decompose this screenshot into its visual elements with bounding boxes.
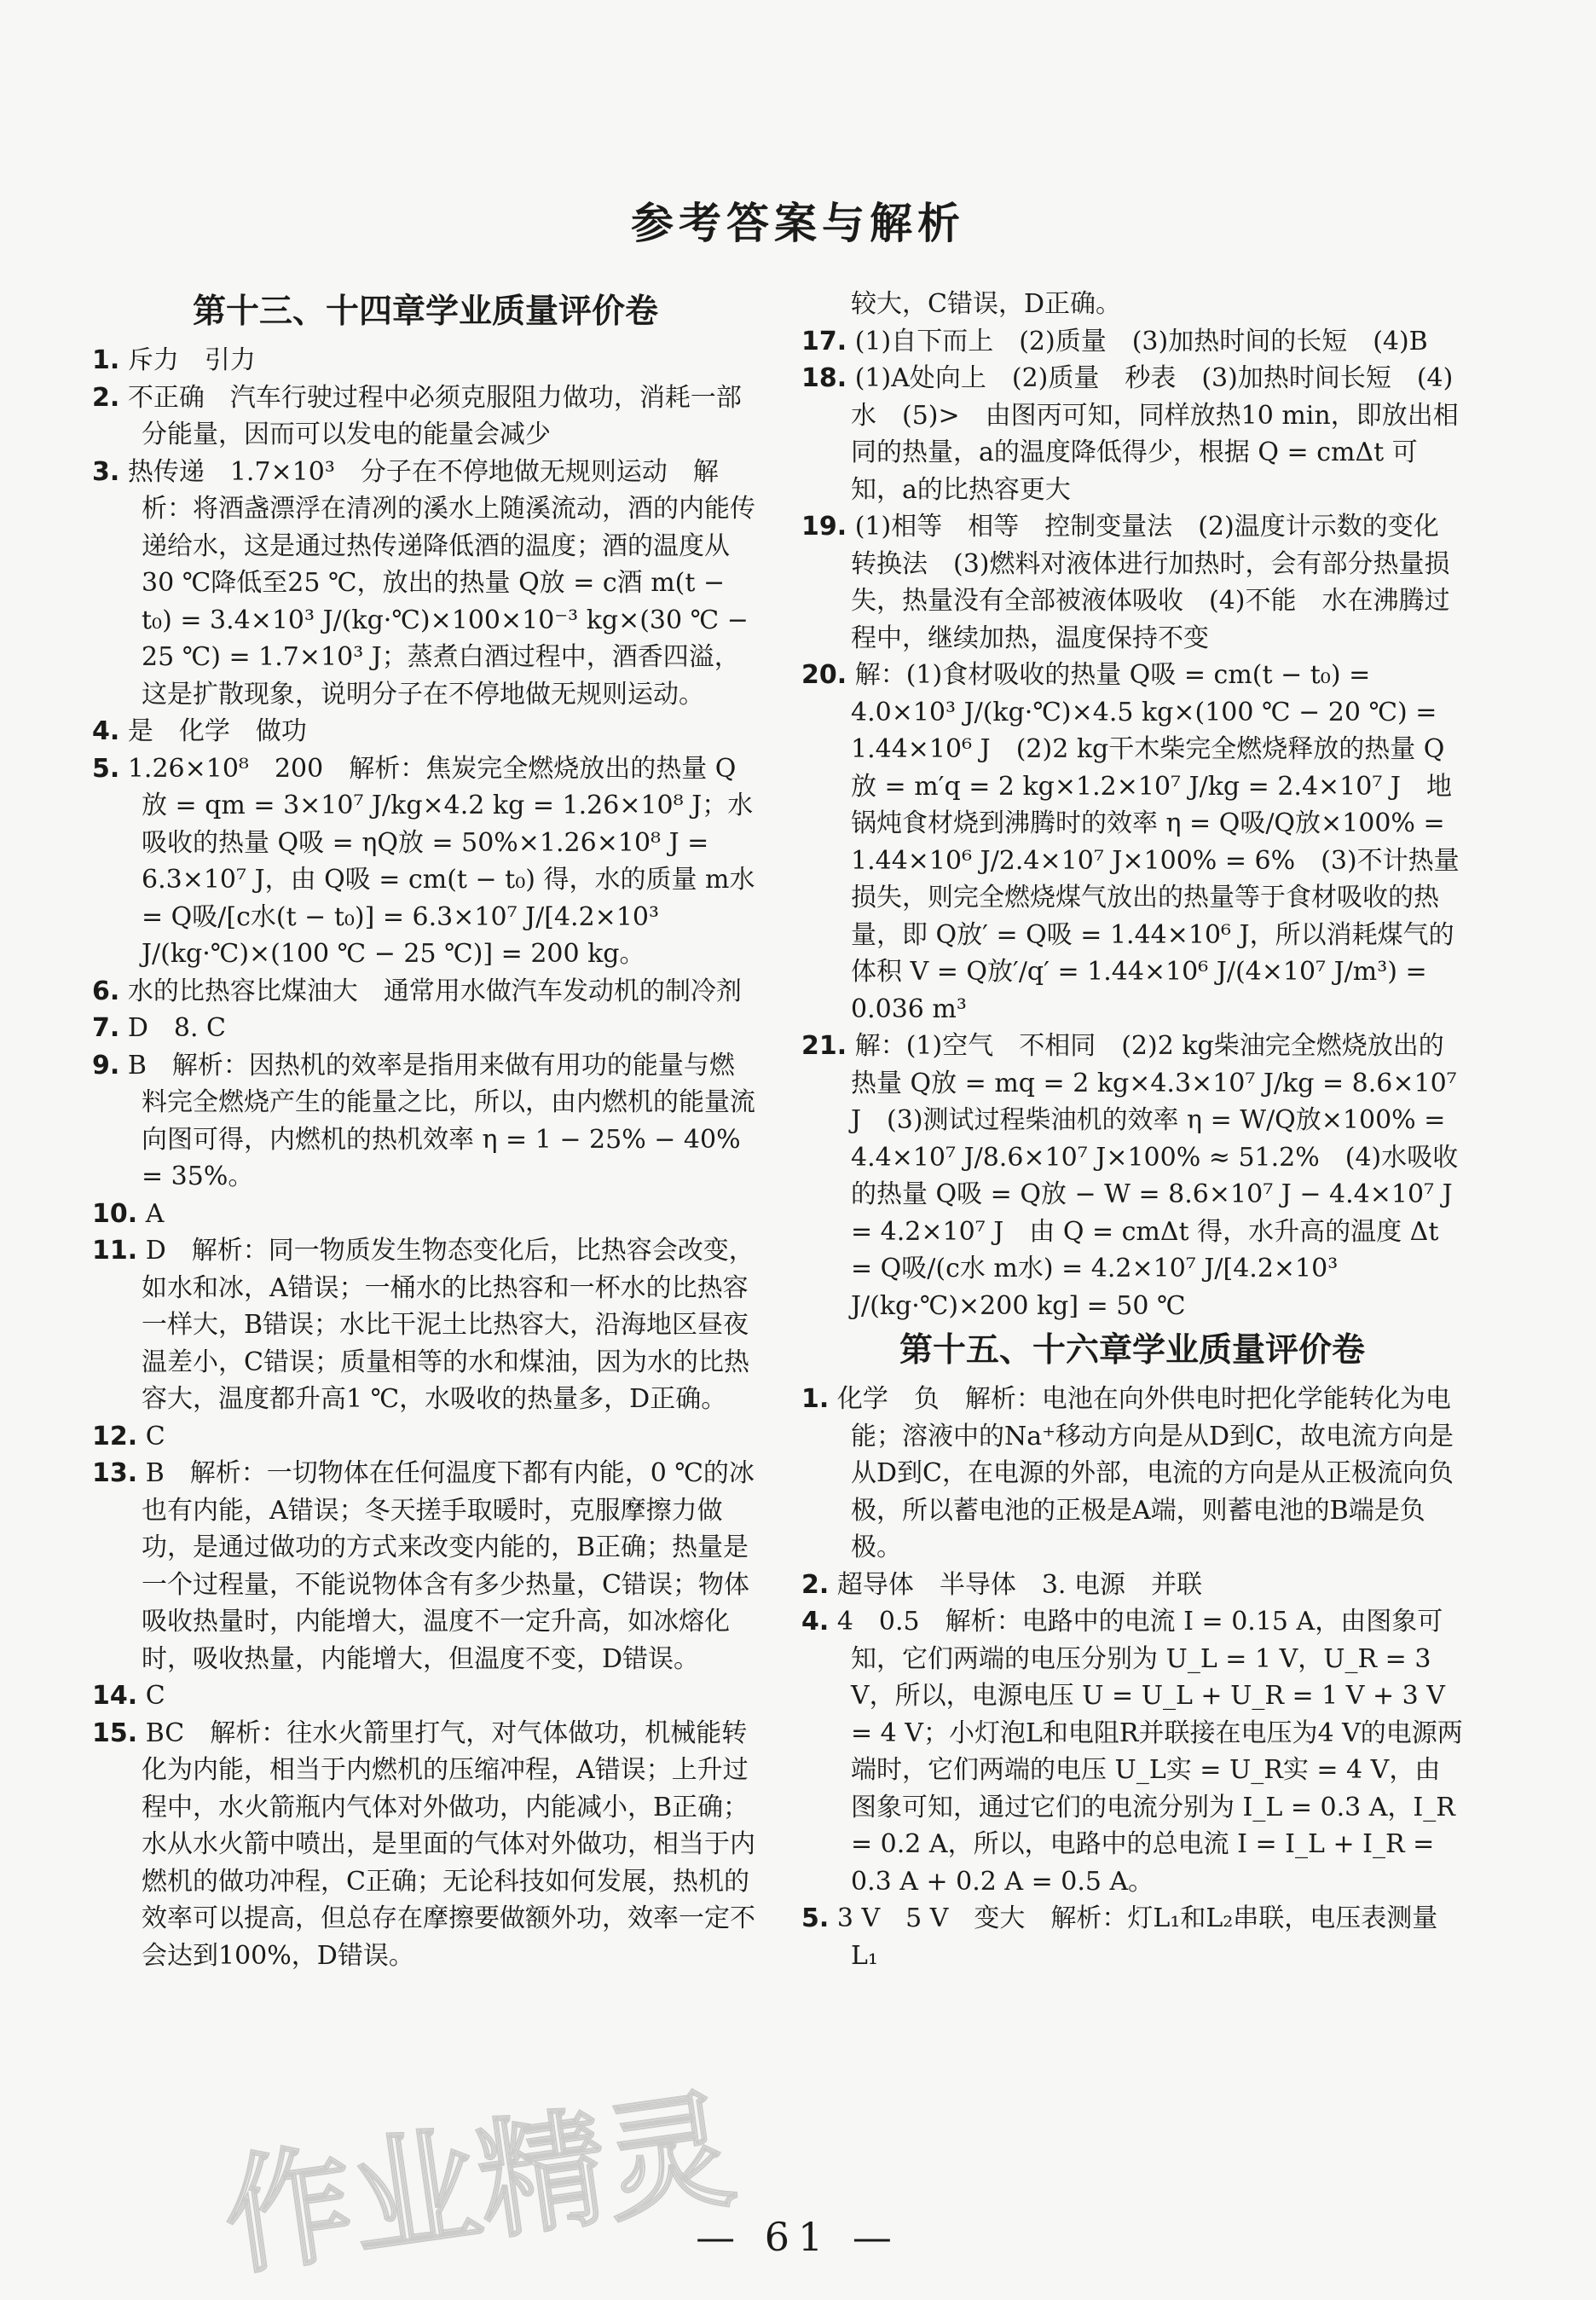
answer-item [92,379,759,454]
item-text: 不正确 汽车行驶过程中必须克服阻力做功，消耗一部分能量，因而可以发电的能量会减少 [127,382,742,449]
page-title: 参考答案与解析 [631,199,965,248]
page-number: — 61 — [696,2214,900,2260]
item-text: B 解析：因热机的效率是指用来做有用功的能量与燃料完全燃烧产生的能量之比，所以，由内燃机的能量流向图可得，内燃机的热机效率 η = 1 − 25% − 40% = 35%。 [127,1050,755,1191]
item-text: 解：(1)食材吸收的热量 Q吸 = cm(t − t₀) = 4.0×10³ J/(kg·℃)×4.5 kg×(100 ℃ − 20 ℃) = 1.44×10⁶ J (2)2 kg干木柴完全燃烧释放的热量 Q放 = m′q = 2 kg×1.2×10⁷ J/kg = 2.4×10⁷ J 地锅炖食材烧到沸腾时的效率 η = Q吸/Q放×100% = 1.44×10⁶ J/2.4×10⁷ J×100% = 6% (3)不计热量损失，则完全燃烧煤气放出的热量等于食材吸收的热量，即 Q放′ = Q吸 = 1.44×10⁶ J，所以消耗煤气的体积 V = Q放′/q′ = 1.44×10⁶ J/(4×10⁷ J/m³) = 0.036 m³ [851,660,1460,1024]
answer-item [92,1196,759,1233]
item-number: 4. [801,1607,830,1637]
item-number: 9. [92,1050,120,1080]
item-number: 13. [92,1458,138,1488]
answer-item [92,750,759,973]
item-number: 18. [801,363,847,393]
answer-item [92,973,759,1011]
item-text: 3 V 5 V 变大 解析：灯L₁和L₂串联，电压表测量L₁ [836,1903,1438,1971]
item-number: 7. [92,1013,120,1043]
continuation-text: 较大，C错误，D正确。 [851,289,1122,319]
answer-item [801,1567,1463,1604]
item-text: A [145,1198,165,1229]
answer-item [801,1381,1463,1567]
item-text: 超导体 半导体 3. 电源 并联 [836,1569,1202,1600]
item-number: 10. [92,1198,138,1229]
item-number: 5. [801,1903,830,1933]
right-column [801,286,1463,1974]
item-text: (1)A处向上 (2)质量 秒表 (3)加热时间长短 (4)水 (5)> 由图丙可知，同样放热10 min，即放出相同的热量，a的温度降低得少，根据 Q = cmΔt 可知，a的比热容更大 [851,363,1459,505]
item-number: 21. [801,1031,847,1061]
answer-item [801,657,1463,1028]
watermark: 作业精灵 [215,2075,743,2294]
answer-item [92,342,759,379]
answer-item [92,454,759,714]
answer-item [92,1715,759,1975]
item-number: 5. [92,753,120,784]
answer-item [92,1232,759,1418]
answer-item [92,1418,759,1456]
answer-item [801,360,1463,508]
section-title: 第十五、十六章学业质量评价卷 [899,1331,1365,1370]
item-number: 6. [92,976,120,1006]
item-number: 17. [801,326,847,356]
item-text: (1)相等 相等 控制变量法 (2)温度计示数的变化 转换法 (3)燃料对液体进行加热时，会有部分热量损失，热量没有全部被液体吸收 (4)不能 水在沸腾过程中，继续加热，温度保持不变 [851,512,1465,653]
item-number: 2. [92,382,120,413]
answer-item [801,323,1463,361]
answer-item [801,1028,1463,1324]
answer-item [801,1900,1463,1974]
left-column [92,286,759,1974]
item-number: 14. [92,1681,138,1711]
item-number: 1. [801,1384,830,1414]
item-text: (1)自下而上 (2)质量 (3)加热时间的长短 (4)B [854,326,1428,356]
item-text: 是 化学 做功 [127,716,307,746]
item-text: 4 0.5 解析：电路中的电流 I = 0.15 A，由图象可知，它们两端的电压分别为 U_L = 1 V，U_R = 3 V，所以，电源电压 U = U_L + U_R = 1 V + 3 V = 4 V；小灯泡L和电阻R并联接在电压为4 V的电源两端时，它们两端的电压 U_L实 = U_R实 = 4 V，由图象可知，通过它们的电流分别为 I_L = 0.3 A，I_R = 0.2 A，所以，电路中的总电流 I = I_L + I_R = 0.3 A + 0.2 A = 0.5 A。 [836,1607,1463,1897]
item-number: 19. [801,512,847,542]
item-text: 斥力 引力 [127,345,256,375]
item-number: 15. [92,1718,138,1748]
answer-item [92,1010,759,1047]
item-number: 4. [92,716,120,746]
item-text: B 解析：一切物体在任何温度下都有内能，0 ℃的冰也有内能，A错误；冬天搓手取暖时，克服摩擦力做功，是通过做功的方式来改变内能的，B正确；热量是一个过程量，不能说物体含有多少热量，C错误；物体吸收热量时，内能增大，温度不一定升高，如冰熔化时，吸收热量，内能增大，但温度不变，D错误。 [142,1458,755,1674]
item-number: 1. [92,345,120,375]
item-number: 3. [92,456,120,487]
item-text: 解：(1)空气 不相同 (2)2 kg柴油完全燃烧放出的热量 Q放 = mq = 2 kg×4.3×10⁷ J/kg = 8.6×10⁷ J (3)测试过程柴油机的效率 η = W/Q放×100% = 4.4×10⁷ J/8.6×10⁷ J×100% ≈ 51.2% (4)水吸收的热量 Q吸 = Q放 − W = 8.6×10⁷ J − 4.4×10⁷ J = 4.2×10⁷ J 由 Q = cmΔt 得，水升高的温度 Δt = Q吸/(c水 m水) = 4.2×10⁷ J/[4.2×10³ J/(kg·℃)×200 kg] = 50 ℃ [851,1031,1459,1321]
section-title: 第十三、十四章学业质量评价卷 [192,293,658,331]
item-text: 1.26×10⁸ 200 解析：焦炭完全燃烧放出的热量 Q放 = qm = 3×10⁷ J/kg×4.2 kg = 1.26×10⁸ J；水吸收的热量 Q吸 = ηQ放 = 50%×1.26×10⁸ J = 6.3×10⁷ J，由 Q吸 = cm(t − t₀) 得，水的质量 m水 = Q吸/[c水(t − t₀)] = 6.3×10⁷ J/[4.2×10³ J/(kg·℃)×(100 ℃ − 25 ℃)] = 200 kg。 [127,753,755,969]
item-number: 2. [801,1569,830,1600]
item-text: C [145,1681,165,1711]
item-number: 20. [801,660,847,690]
item-number: 11. [92,1236,138,1266]
item-text: BC 解析：往水火箭里打气，对气体做功，机械能转化为内能，相当于内燃机的压缩冲程，A错误；上升过程中，水火箭瓶内气体对外做功，内能减小，B正确；水从水火箭中喷出，是里面的气体对外做功，相当于内燃机的做功冲程，C正确；无论科技如何发展，热机的效率可以提高，但总存在摩擦要做额外功，效率一定不会达到100%，D错误。 [142,1718,755,1971]
item-text: 水的比热容比煤油大 通常用水做汽车发动机的制冷剂 [127,976,742,1006]
item-text: C [145,1421,165,1451]
answer-item [92,1677,759,1715]
answer-item [801,508,1463,657]
item-text: D 解析：同一物质发生物态变化后，比热容会改变，如水和冰，A错误；一桶水的比热容和一杯水的比热容一样大，B错误；水比干泥土比热容大，沿海地区昼夜温差小，C错误；质量相等的水和煤油，因为水的比热容大，温度都升高1 ℃，水吸收的热量多，D正确。 [142,1236,755,1414]
item-text: D 8. C [127,1013,226,1043]
answer-item [92,1455,759,1677]
item-text: 热传递 1.7×10³ 分子在不停地做无规则运动 解析：将酒盏漂浮在清冽的溪水上随溪流动，酒的内能传递给水，这是通过热传递降低酒的温度；酒的温度从30 ℃降低至25 ℃，放出的热量 Q放 = c酒 m(t − t₀) = 3.4×10³ J/(kg·℃)×100×10⁻³ kg×(30 ℃ − 25 ℃) = 1.7×10³ J；蒸煮白酒过程中，酒香四溢，这是扩散现象，说明分子在不停地做无规则运动。 [127,456,755,710]
answer-item [801,1603,1463,1900]
item-number: 12. [92,1421,138,1451]
item-text: 化学 负 解析：电池在向外供电时把化学能转化为电能；溶液中的Na⁺移动方向是从D到C，故电流方向是从D到C，在电源的外部，电流的方向是从正极流向负极，所以蓄电池的正极是A端，则蓄电池的B端是负极。 [836,1384,1454,1562]
answer-item [92,713,759,750]
answer-item [92,1047,759,1196]
